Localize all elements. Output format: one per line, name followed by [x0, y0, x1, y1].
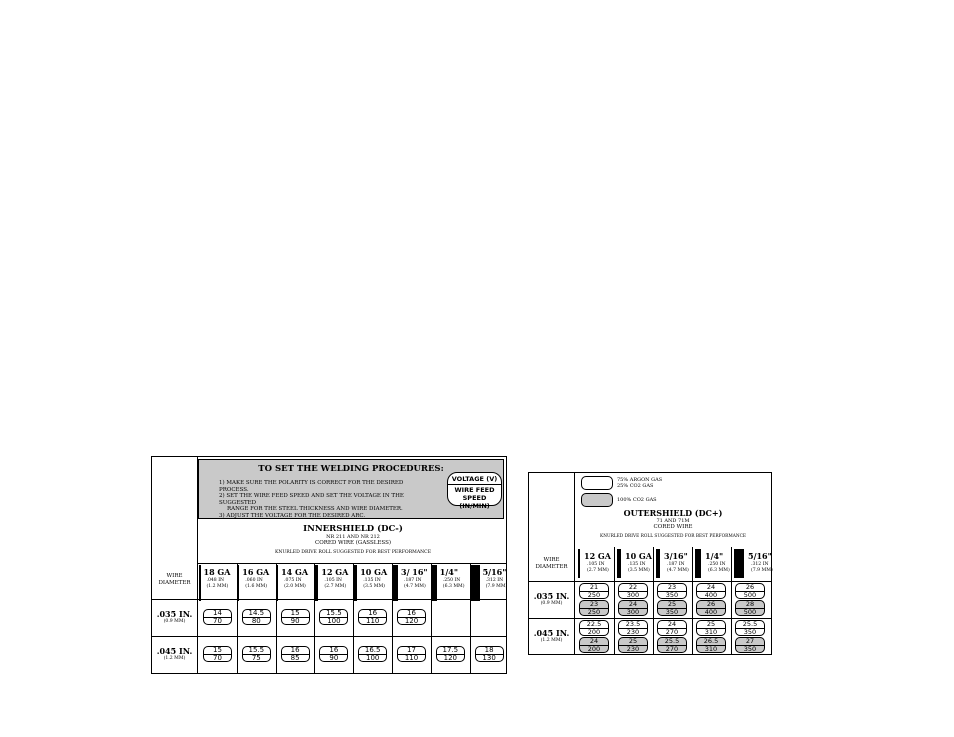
setting-pair [618, 620, 648, 654]
wire-size: .045 IN. [533, 628, 570, 638]
voltage-value: 17.5 [437, 647, 464, 655]
inch-value: .250 IN [442, 578, 461, 583]
procedure-title: TO SET THE WELDING PROCEDURES: [258, 464, 444, 474]
wire-size-mm: (0.9 MM) [163, 619, 186, 624]
thickness-value [587, 562, 609, 573]
thickness-value [443, 578, 465, 589]
column-header [470, 565, 509, 603]
gauge-label: 3/16" [664, 551, 688, 561]
setting-pair [618, 583, 648, 617]
wfs-value: 200 [587, 645, 601, 653]
thickness-bar [578, 549, 580, 578]
wfs-value: 130 [482, 654, 496, 662]
column-divider [731, 547, 732, 654]
column-divider [353, 563, 354, 673]
outershield-chart [528, 472, 772, 655]
voltage-label: VOLTAGE (V) [448, 473, 501, 485]
co2-setting [579, 637, 609, 653]
legend-co2: 25% CO2 GAS [617, 483, 654, 489]
voltage-value: 22.5 [580, 621, 608, 629]
co2-setting [735, 600, 765, 616]
knurled-note: KNURLED DRIVE ROLL SUGGESTED FOR BEST PERFORMANCE [274, 550, 432, 555]
column-divider [276, 563, 277, 673]
wfs-label-2: SPEED (IN/MIN) [459, 494, 490, 510]
thickness-bar [199, 565, 201, 601]
wfs-value: 110 [404, 654, 419, 662]
mm-value: (7.9 MM) [485, 583, 508, 589]
wfs-value: 500 [743, 608, 757, 616]
setting-cell [397, 609, 426, 625]
inch-value: .187 IN [667, 562, 685, 567]
thickness-bar [432, 565, 437, 601]
inch-value: .060 IN [245, 578, 263, 583]
voltage-value: 23 [580, 601, 608, 609]
voltage-value: 24 [697, 584, 725, 592]
voltage-value: 24 [580, 638, 608, 646]
wfs-value: 400 [704, 608, 718, 616]
thickness-bar [315, 565, 318, 601]
mm-value: (3.5 MM) [628, 567, 650, 573]
co2-setting [579, 600, 609, 616]
column-header [198, 565, 237, 603]
column-header [276, 565, 315, 603]
voltage-value: 25.5 [736, 621, 764, 629]
wfs-value: 350 [743, 645, 757, 653]
voltage-value: 18 [476, 647, 503, 655]
wire-size-mm: (1.2 MM) [540, 638, 563, 643]
argon-mix-setting [735, 620, 765, 636]
cored-wire: CORED WIRE [653, 524, 693, 530]
gauge-label: 16 GA [242, 567, 270, 577]
thickness-bar [656, 549, 660, 578]
voltage-value: 16 [398, 610, 425, 618]
argon-mix-swatch [581, 476, 613, 490]
column-divider [692, 547, 693, 654]
voltage-value: 17 [398, 647, 425, 655]
thickness-value [708, 562, 730, 573]
mm-value: (7.9 MM) [751, 567, 773, 573]
legend-argon: 75% ARGON GAS [617, 477, 663, 483]
wire-word: WIRE [166, 573, 183, 579]
mm-value: (2.7 MM) [324, 583, 347, 589]
argon-mix-setting [579, 583, 609, 599]
thickness-value [404, 578, 426, 589]
row-line [529, 618, 771, 619]
voltage-value: 24 [658, 621, 686, 629]
wfs-label [448, 485, 501, 510]
mm-value: (4.7 MM) [404, 583, 426, 589]
mm-value: (2.7 MM) [587, 567, 609, 573]
wire-types: NR 211 AND NR 212 [326, 534, 380, 540]
gauge-label: 18 GA [203, 567, 231, 577]
column-header [431, 565, 470, 603]
gauge-label: 3/ 16" [401, 567, 428, 577]
column-divider [392, 563, 393, 673]
setting-cell [281, 609, 310, 625]
row-line [152, 636, 506, 637]
wfs-value: 120 [404, 617, 419, 625]
thickness-bar [393, 565, 398, 601]
setting-pair [657, 620, 687, 654]
voltage-value: 14 [204, 610, 231, 618]
setting-cell [203, 609, 232, 625]
wfs-value: 230 [626, 628, 640, 636]
step-2-cont: RANGE FOR THE STEEL THICKNESS AND WIRE DIAMETER. [227, 506, 403, 512]
setting-cell [436, 646, 465, 662]
mm-value: (2.0 MM) [284, 583, 306, 589]
column-divider [431, 563, 432, 673]
header-line [198, 563, 506, 564]
co2-setting [696, 600, 726, 616]
wfs-value: 230 [626, 645, 640, 653]
inch-value: .135 IN [628, 562, 646, 567]
voltage-value: 24 [619, 601, 647, 609]
inch-value: .048 IN [206, 578, 225, 583]
row-label [529, 628, 574, 643]
row-label [152, 609, 197, 624]
wire-diameter-header [529, 557, 574, 571]
thickness-bar [617, 549, 621, 578]
wire-size-mm: (1.2 MM) [163, 656, 186, 661]
voltage-value: 25 [619, 638, 647, 646]
wfs-value: 90 [329, 654, 339, 662]
wfs-value: 270 [665, 645, 679, 653]
column-header [353, 565, 392, 603]
voltage-value: 21 [580, 584, 608, 592]
column-header [237, 565, 276, 603]
voltage-value: 25.5 [658, 638, 686, 646]
wire-size: .045 IN. [156, 646, 193, 656]
voltage-wfs-legend [447, 472, 502, 510]
mm-value: (4.7 MM) [667, 567, 689, 573]
column-header [314, 565, 353, 603]
thickness-bar [471, 565, 480, 601]
column-header [392, 565, 431, 603]
co2-setting [618, 600, 648, 616]
thickness-bar [695, 549, 701, 578]
thickness-value [486, 578, 508, 589]
setting-pair [735, 583, 765, 617]
wfs-value: 100 [366, 654, 380, 662]
co2-setting [735, 637, 765, 653]
argon-mix-setting [579, 620, 609, 636]
voltage-value: 25 [697, 621, 725, 629]
innershield-chart [151, 456, 507, 674]
voltage-value: 15.5 [320, 610, 347, 618]
gauge-label: 12 GA [321, 567, 349, 577]
inch-value: .105 IN [587, 562, 605, 567]
wfs-value: 270 [665, 628, 679, 636]
wfs-value: 80 [251, 617, 261, 625]
thickness-bar [277, 565, 279, 601]
setting-pair [579, 620, 609, 654]
gauge-label: 5/16" [748, 551, 772, 561]
row-label [152, 646, 197, 661]
gauge-label: 12 GA [584, 551, 611, 561]
argon-mix-setting [618, 620, 648, 636]
knurled-note: KNURLED DRIVE ROLL SUGGESTED FOR BEST PERFORMANCE [599, 534, 747, 539]
wire-size-mm: (0.9 MM) [540, 601, 563, 606]
step-2: 2) SET THE WIRE FEED SPEED AND SET THE VOLTAGE IN THE SUGGESTED [219, 493, 404, 506]
setting-pair [579, 583, 609, 617]
voltage-value: 23.5 [619, 621, 647, 629]
gauge-label: 5/16" [482, 567, 507, 577]
process-name: OUTERSHIELD (DC+) [623, 508, 723, 518]
co2-setting [618, 637, 648, 653]
procedure-steps [219, 480, 429, 519]
wfs-value: 85 [290, 654, 300, 662]
gauge-label: 1/4" [439, 567, 459, 577]
process-name: INNERSHIELD (DC-) [303, 524, 403, 534]
voltage-value: 15 [282, 610, 309, 618]
thickness-value [751, 562, 773, 573]
wfs-value: 350 [743, 628, 757, 636]
voltage-value: 16 [359, 610, 386, 618]
setting-pair [696, 620, 726, 654]
thickness-value [324, 578, 346, 589]
step-1: 1) MAKE SURE THE POLARITY IS CORRECT FOR THE DESIRED PROCESS. [219, 480, 404, 493]
setting-cell [358, 609, 387, 625]
mm-value: (1.2 MM) [206, 583, 229, 589]
mm-value: (3.5 MM) [363, 583, 385, 589]
mm-value: (6.3 MM) [708, 567, 730, 573]
setting-cell [242, 609, 271, 625]
wire-diameter-header [152, 573, 197, 587]
argon-mix-setting [696, 583, 726, 599]
wfs-value: 75 [251, 654, 261, 662]
gauge-label: 14 GA [281, 567, 309, 577]
voltage-value: 27 [736, 638, 764, 646]
wfs-value: 70 [213, 654, 222, 662]
voltage-value: 26.5 [697, 638, 725, 646]
thickness-value [363, 578, 385, 589]
mm-value: (1.6 MM) [245, 583, 268, 589]
wfs-value: 310 [704, 628, 718, 636]
setting-cell [358, 646, 387, 662]
wfs-value: 500 [743, 591, 757, 599]
thickness-bar [354, 565, 357, 601]
argon-mix-setting [657, 620, 687, 636]
argon-mix-setting [696, 620, 726, 636]
thickness-bar [734, 549, 744, 578]
setting-cell [242, 646, 271, 662]
thickness-value [207, 578, 229, 589]
inch-value: .187 IN [404, 578, 422, 583]
gauge-label: 10 GA [625, 551, 652, 561]
process-heading [575, 508, 771, 539]
argon-mix-legend [617, 477, 662, 489]
cored-wire: CORED WIRE (GASSLESS) [315, 540, 391, 546]
row-line [152, 599, 506, 600]
wfs-value: 310 [704, 645, 718, 653]
argon-mix-setting [735, 583, 765, 599]
inch-value: .312 IN [485, 578, 504, 583]
wfs-value: 300 [626, 591, 640, 599]
voltage-value: 14.5 [243, 610, 270, 618]
wfs-value: 120 [443, 654, 457, 662]
wire-size: .035 IN. [156, 609, 193, 619]
wfs-value: 200 [587, 628, 601, 636]
legend-100-co2: 100% CO2 GAS [617, 497, 657, 503]
wfs-value: 400 [704, 591, 718, 599]
gauge-label: 1/4" [705, 551, 724, 561]
inch-value: .135 IN [363, 578, 381, 583]
inch-value: .312 IN [751, 562, 769, 567]
co2-setting [657, 637, 687, 653]
mm-value: (6.3 MM) [442, 583, 465, 589]
diameter-word: DIAMETER [535, 564, 568, 570]
argon-mix-setting [657, 583, 687, 599]
voltage-value: 26 [736, 584, 764, 592]
procedure-header [198, 459, 504, 519]
column-divider [237, 563, 238, 673]
setting-pair [657, 583, 687, 617]
column-divider [653, 547, 654, 654]
voltage-value: 15.5 [243, 647, 270, 655]
setting-cell [281, 646, 310, 662]
setting-cell [475, 646, 504, 662]
wfs-value: 250 [587, 591, 601, 599]
inch-value: .075 IN [284, 578, 302, 583]
wfs-label-1: WIRE FEED [454, 486, 495, 494]
voltage-value: 22 [619, 584, 647, 592]
voltage-value: 23 [658, 584, 686, 592]
row-label [529, 591, 574, 606]
setting-cell [203, 646, 232, 662]
voltage-value: 16 [320, 647, 347, 655]
column-divider [314, 563, 315, 673]
thickness-value [628, 562, 650, 573]
setting-pair [735, 620, 765, 654]
wfs-value: 70 [213, 617, 222, 625]
thickness-bar [238, 565, 240, 601]
wfs-value: 250 [587, 608, 601, 616]
diameter-word: DIAMETER [158, 580, 191, 586]
thickness-value [284, 578, 306, 589]
co2-setting [657, 600, 687, 616]
inch-value: .250 IN [708, 562, 726, 567]
thickness-value [245, 578, 267, 589]
argon-mix-setting [618, 583, 648, 599]
thickness-value [667, 562, 689, 573]
voltage-value: 16 [282, 647, 309, 655]
co2-swatch [581, 493, 613, 507]
setting-cell [319, 609, 348, 625]
voltage-value: 26 [697, 601, 725, 609]
wire-word: WIRE [543, 557, 560, 563]
voltage-value: 25 [658, 601, 686, 609]
setting-cell [397, 646, 426, 662]
wfs-value: 350 [665, 608, 679, 616]
row-line [529, 581, 771, 582]
wfs-value: 90 [290, 617, 300, 625]
column-divider [470, 563, 471, 673]
setting-pair [696, 583, 726, 617]
wfs-value: 350 [665, 591, 679, 599]
inch-value: .105 IN [324, 578, 342, 583]
wire-types: 71 AND 71M [656, 518, 690, 524]
step-3: 3) ADJUST THE VOLTAGE FOR THE DESIRED ARC. [219, 512, 366, 519]
co2-setting [696, 637, 726, 653]
column-divider [614, 547, 615, 654]
process-heading [198, 524, 508, 555]
wire-size: .035 IN. [533, 591, 570, 601]
gauge-label: 10 GA [360, 567, 388, 577]
voltage-value: 28 [736, 601, 764, 609]
wfs-value: 300 [626, 608, 640, 616]
voltage-value: 16.5 [359, 647, 386, 655]
wfs-value: 110 [366, 617, 380, 625]
voltage-value: 15 [204, 647, 231, 655]
setting-cell [319, 646, 348, 662]
wfs-value: 100 [327, 617, 341, 625]
